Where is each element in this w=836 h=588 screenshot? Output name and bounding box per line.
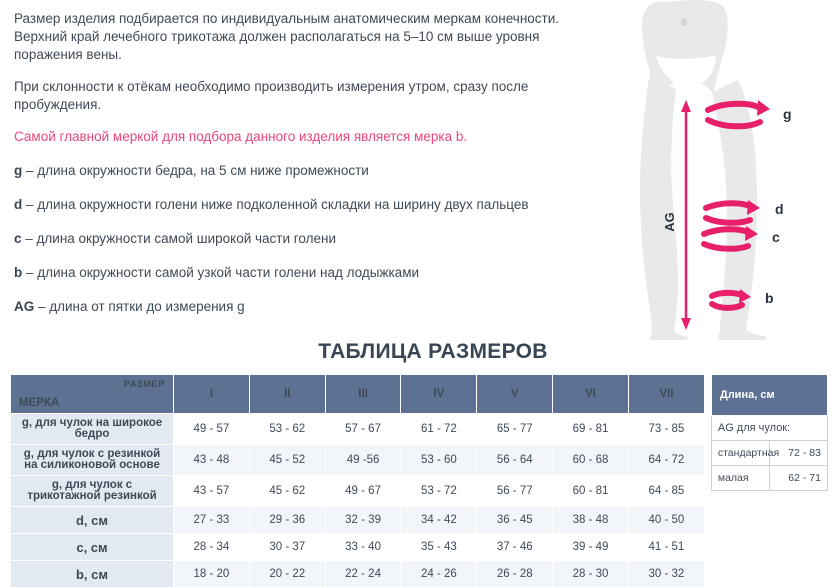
cell-r4c2: 33 - 40 (325, 534, 401, 561)
cell-r5c6: 30 - 32 (628, 561, 704, 588)
cell-r1c0: 43 - 48 (174, 445, 250, 476)
cell-r2c3: 53 - 72 (401, 476, 477, 507)
cell-r4c1: 30 - 37 (249, 534, 325, 561)
length-table-body (711, 416, 827, 491)
table-row (711, 416, 827, 441)
figure-label-c: c (772, 229, 780, 245)
figure-label-d: d (775, 201, 784, 217)
size-table-corner-label: МЕРКА (19, 397, 60, 409)
cell-r3c3: 34 - 42 (401, 507, 477, 534)
length-table-header (711, 375, 827, 416)
cell-r4c4: 37 - 46 (477, 534, 553, 561)
measurement-definitions (14, 162, 592, 316)
cell-r4c0: 28 - 34 (174, 534, 250, 561)
figure-label-b: b (765, 290, 774, 306)
definition-key-c: c (14, 231, 22, 246)
cell-r3c2: 32 - 39 (325, 507, 401, 534)
definition-text-b: – длина окружности самой узкой части голени над лодыжками (22, 265, 420, 280)
intro-paragraph-1: Размер изделия подбирается по индивидуальным анатомическим меркам конечности. Верхний край лечебного трикотажа должен располагаться на 5–10 см выше уровня поражения вены. (14, 11, 560, 62)
length-row-value-small: 62 - 71 (769, 466, 827, 491)
leg-measurement-illustration (600, 0, 836, 340)
length-row-label-small: малая (711, 466, 769, 491)
cell-r2c5: 60 - 81 (553, 476, 629, 507)
definition-text-g: – длина окружности бедра, на 5 см ниже промежности (22, 163, 369, 178)
cell-r2c0: 43 - 57 (174, 476, 250, 507)
size-table-corner-sub: РАЗМЕР (123, 379, 165, 390)
definition-key-ag: AG (14, 299, 35, 314)
size-table (10, 374, 705, 588)
figure-label-g: g (783, 106, 792, 122)
table-row (11, 414, 705, 445)
length-row-value-standard: 72 - 83 (769, 441, 827, 466)
table-row (711, 466, 827, 491)
cell-r2c4: 56 - 77 (477, 476, 553, 507)
definition-c (14, 230, 592, 248)
definition-key-b: b (14, 265, 23, 280)
table-header-row (11, 375, 705, 414)
figure-label-ag: AG (662, 212, 677, 232)
table-row (11, 561, 705, 588)
cell-r1c1: 45 - 52 (249, 445, 325, 476)
row-label-c: c, см (11, 534, 174, 561)
definition-d (14, 196, 592, 214)
column-header-7: VII (628, 375, 704, 414)
column-header-3: III (325, 375, 401, 414)
row-label-b: b, см (11, 561, 174, 588)
cell-r0c5: 69 - 81 (553, 414, 629, 445)
cell-r5c1: 20 - 22 (249, 561, 325, 588)
table-header-row (711, 375, 827, 416)
cell-r0c1: 53 - 62 (249, 414, 325, 445)
cell-r5c5: 28 - 30 (553, 561, 629, 588)
length-row-label-standard: стандартная (711, 441, 769, 466)
cell-r3c1: 29 - 36 (249, 507, 325, 534)
row-label-g-wide: g, для чулок на широкое бедро (11, 414, 174, 445)
row-label-g-knit: g, для чулок с трикотажной резинкой (11, 476, 174, 507)
cell-r1c5: 60 - 68 (553, 445, 629, 476)
cell-r0c4: 65 - 77 (477, 414, 553, 445)
cell-r5c4: 26 - 28 (477, 561, 553, 588)
column-header-4: IV (401, 375, 477, 414)
length-table-title: Длина, см (711, 375, 827, 416)
table-row (11, 476, 705, 507)
definition-text-d: – длина окружности голени ниже подколенной складки на ширину двух пальцев (22, 197, 529, 212)
size-table-corner (11, 375, 174, 414)
cell-r4c5: 39 - 49 (553, 534, 629, 561)
column-header-6: VI (553, 375, 629, 414)
table-row (11, 534, 705, 561)
cell-r5c0: 18 - 20 (174, 561, 250, 588)
cell-r1c2: 49 -56 (325, 445, 401, 476)
cell-r2c1: 45 - 62 (249, 476, 325, 507)
definition-g (14, 162, 592, 180)
definition-text-ag: – длина от пятки до измерения g (34, 299, 245, 314)
definition-text-c: – длина окружности самой широкой части голени (21, 231, 336, 246)
cell-r3c4: 36 - 45 (477, 507, 553, 534)
length-table (711, 374, 828, 491)
definition-b (14, 264, 592, 282)
cell-r1c6: 64 - 72 (628, 445, 704, 476)
cell-r0c0: 49 - 57 (174, 414, 250, 445)
cell-r5c2: 22 - 24 (325, 561, 401, 588)
cell-r3c0: 27 - 33 (174, 507, 250, 534)
cell-r3c6: 40 - 50 (628, 507, 704, 534)
cell-r0c2: 57 - 67 (325, 414, 401, 445)
cell-r4c6: 41 - 51 (628, 534, 704, 561)
cell-r2c2: 49 - 67 (325, 476, 401, 507)
table-row (11, 507, 705, 534)
column-header-5: V (477, 375, 553, 414)
intro-paragraph-2: При склонности к отёкам необходимо производить измерения утром, сразу после пробуждения. (14, 79, 529, 112)
cell-r2c6: 64 - 85 (628, 476, 704, 507)
tables-section (0, 374, 836, 588)
cell-r1c4: 56 - 64 (477, 445, 553, 476)
size-table-body (11, 414, 705, 588)
row-label-g-silicone: g, для чулок с резинкой на силиконовой основе (11, 445, 174, 476)
cell-r0c3: 61 - 72 (401, 414, 477, 445)
page-title: ТАБЛИЦА РАЗМЕРОВ (318, 340, 548, 363)
cell-r5c3: 24 - 26 (401, 561, 477, 588)
size-table-header (11, 375, 705, 414)
cell-r3c5: 38 - 48 (553, 507, 629, 534)
column-header-1: I (174, 375, 250, 414)
definition-key-d: d (14, 197, 23, 212)
body-silhouette (640, 0, 766, 340)
length-table-subheader: AG для чулок: (711, 416, 827, 441)
cell-r0c6: 73 - 85 (628, 414, 704, 445)
ag-vertical-arrow (681, 100, 691, 330)
table-row (11, 445, 705, 476)
definition-key-g: g (14, 163, 23, 178)
cell-r4c3: 35 - 43 (401, 534, 477, 561)
description-column (0, 0, 600, 340)
table-row (711, 441, 827, 466)
definition-ag (14, 298, 592, 316)
cell-r1c3: 53 - 60 (401, 445, 477, 476)
intro-paragraph-highlight: Самой главной меркой для подбора данного изделия является мерка b. (14, 129, 468, 144)
column-header-2: II (249, 375, 325, 414)
row-label-d: d, см (11, 507, 174, 534)
